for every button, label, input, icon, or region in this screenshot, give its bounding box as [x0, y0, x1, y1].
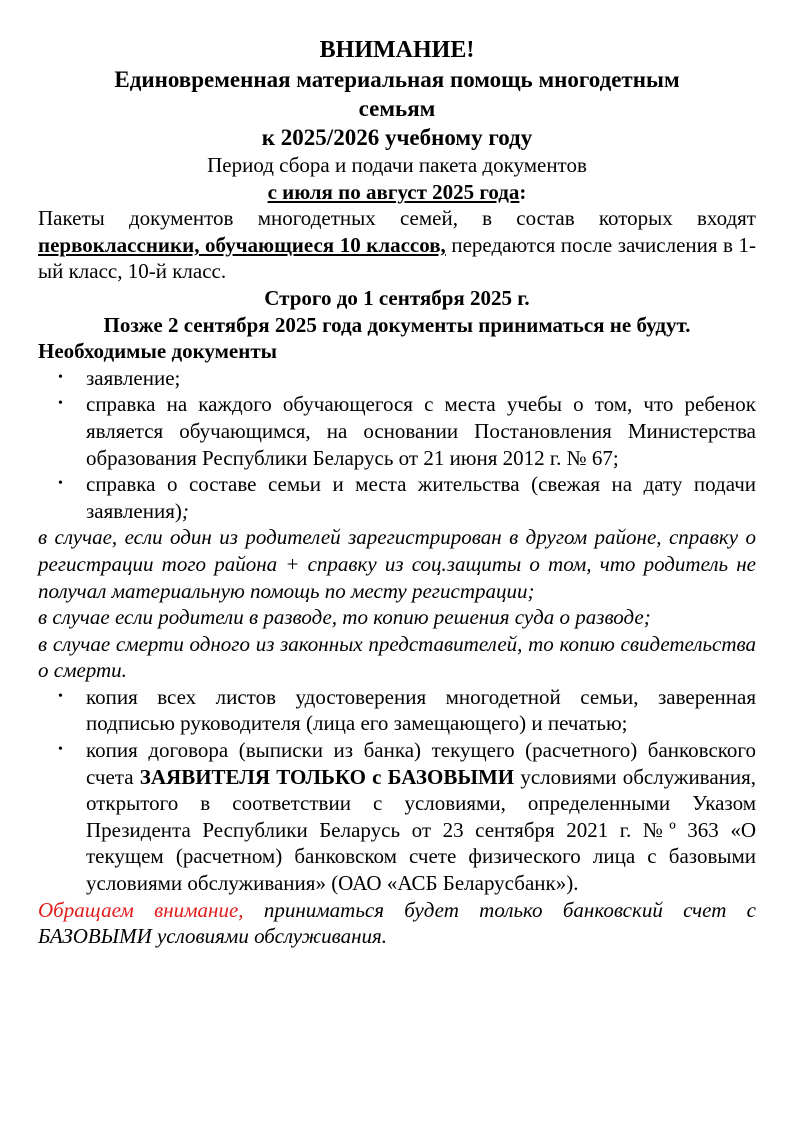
title-line-2: семьям — [358, 96, 436, 121]
period-dates: с июля по август 2025 года — [267, 179, 520, 204]
note-other-district: в случае, если один из родителей зарегистрирован в другом районе, справку о регистрации того района + справку из соц.защиты о том, что родитель не получал материальную помощь по месту регистрации; — [38, 525, 756, 603]
list-item — [38, 737, 756, 897]
list-item-text: справка на каждого обучающегося с места учебы о том, что ребенок является обучающимся, на основании Постановления Министерства образования Республики Беларусь от 21 июня 2012 г. № 67; — [86, 392, 756, 470]
title-line-3: к 2025/2026 учебному году — [261, 125, 533, 150]
note-death: в случае смерти одного из законных представителей, то копию свидетельства о смерти. — [38, 631, 756, 683]
title-line-1: Единовременная материальная помощь многодетным — [114, 67, 680, 92]
list-item-text: справка о составе семьи и места жительства (свежая на дату подачи заявления) — [86, 472, 756, 523]
required-docs-heading: Необходимые документы — [38, 339, 278, 364]
intro-text-a: Пакеты документов многодетных семей, в состав которых входят — [38, 206, 756, 231]
intro-text-b: передаются после зачисления в 1-ый класс, 10-й класс. — [38, 232, 756, 284]
list-item-text: заявление; — [86, 365, 181, 390]
list-item — [38, 365, 756, 392]
footer-text: приниматься будет только банковский счет с БАЗОВЫМИ условиями обслуживания. — [38, 897, 757, 949]
deadline-line-1: Строго до 1 сентября 2025 г. — [264, 285, 530, 310]
list-item — [38, 471, 756, 524]
required-docs-list-2 — [38, 684, 756, 897]
deadline-line-2: Позже 2 сентября 2025 года документы приниматься не будут. — [103, 312, 691, 337]
list-item — [38, 391, 756, 471]
attention-heading: ВНИМАНИЕ! — [319, 37, 475, 63]
contract-bold: ЗАЯВИТЕЛЯ ТОЛЬКО с БАЗОВЫМИ — [139, 764, 515, 789]
footer-note — [38, 897, 756, 950]
list-item-suffix: ; — [181, 498, 189, 523]
period-colon: : — [519, 179, 527, 204]
list-item — [38, 684, 756, 737]
contract-text-b: условиями обслуживания, открытого в соответствии с условиями, определенными Указом Президента Республики Беларусь от 23 сентября 2021 г. №º 363 «О текущем (расчетном) банковском счете физического лица с базовыми условиями обслуживания» (ОАО «АСБ Беларусбанк»). — [86, 764, 757, 896]
list-item-text: копия всех листов удостоверения многодетной семьи, заверенная подписью руководителя (лица его замещающего) и печатью; — [86, 684, 756, 736]
period-label: Период сбора и подачи пакета документов — [207, 153, 587, 177]
note-divorce: в случае если родители в разводе, то копию решения суда о разводе; — [38, 605, 651, 630]
period-dates-line — [38, 179, 756, 206]
document-page — [38, 36, 756, 950]
intro-paragraph — [38, 205, 756, 285]
contract-text-a: копия договора (выписки из банка) текущего (расчетного) банковского счета — [86, 738, 756, 789]
intro-highlight: первоклассники, обучающиеся 10 классов, — [38, 232, 446, 257]
footer-attention: Обращаем внимание, — [38, 897, 244, 922]
required-docs-list-1 — [38, 365, 756, 525]
